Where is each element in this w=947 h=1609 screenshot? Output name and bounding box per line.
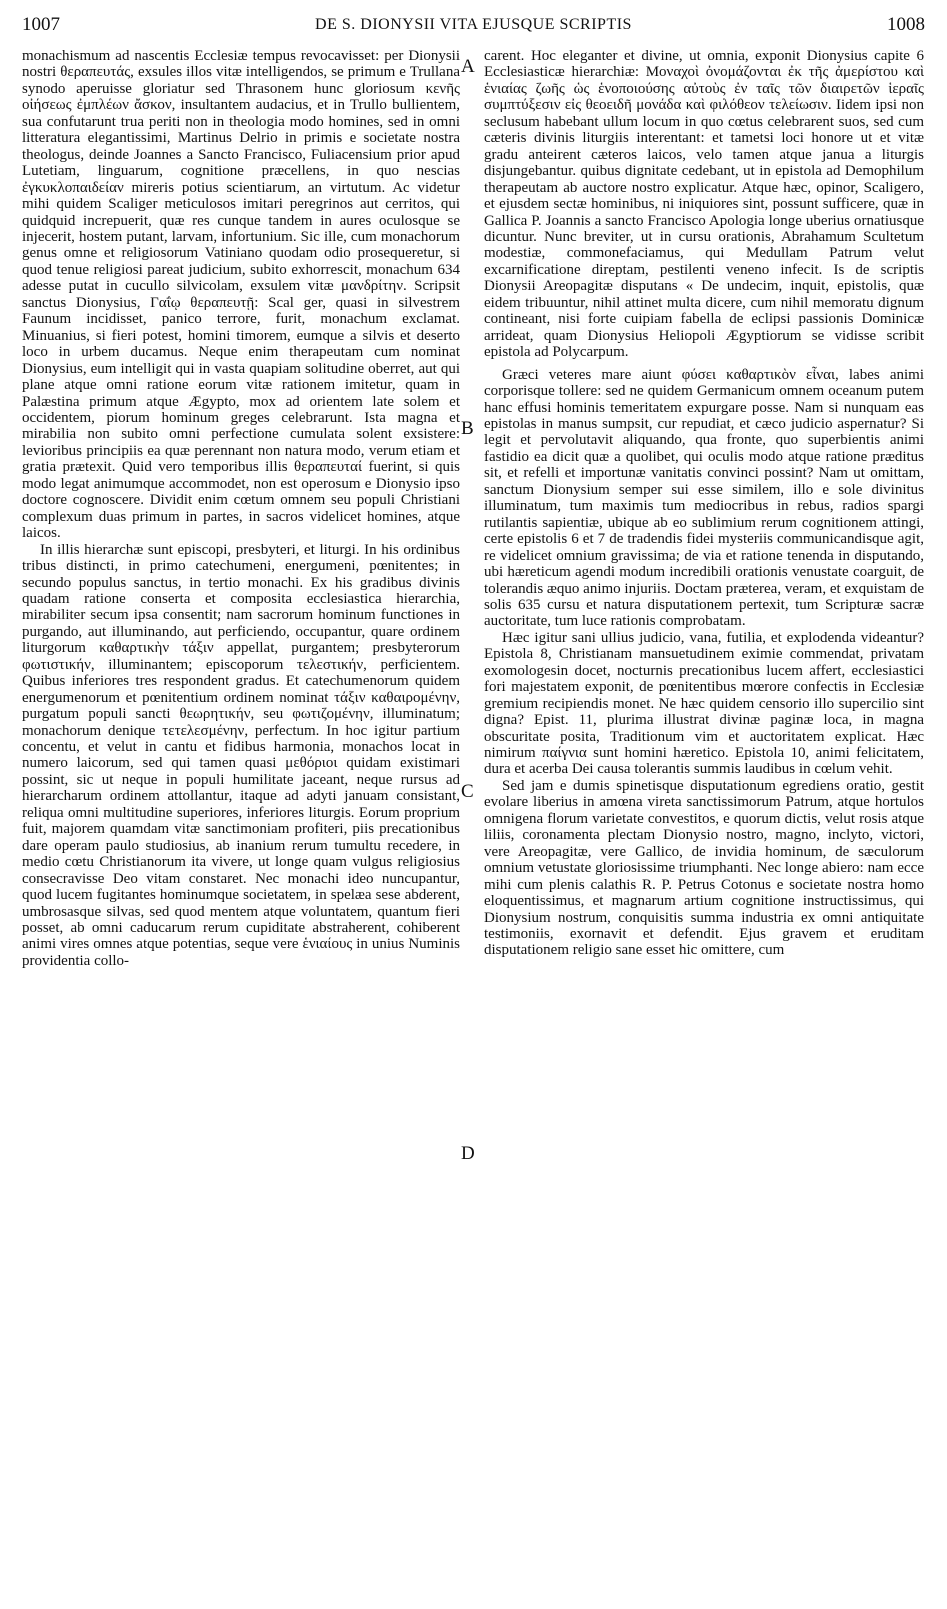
right-paragraph-3: Hæc igitur sani ullius judicio, vana, futilia, et explodenda videantur? Epistola 8, Christianam mansuetudinem eximie commendat, privatam exomologesin docet, nocturnis precationibus lucem affert, ecclesiastici fori majestatem exponit, de pœnitentibus mœrore confectis in Ecclesiæ gremium recipiendis monet. Ne hæc quidem censorio illo supercilio sint digna? Epist. 11, plurima illustrat divinæ paginæ loca, in magna obscuritate posita, Traditionum vim et auctoritatem explicat. Hæc nimirum παίγνια sunt homini hæretico. Epistola 10, animi felicitatem, dura et acerba Dei causa tolerantis summis laudibus in cœlum vehit. xyxy=(484,629,924,778)
right-column xyxy=(484,48,924,959)
running-title: DE S. DIONYSII VITA EJUSQUE SCRIPTIS xyxy=(315,16,632,33)
page-number-right: 1008 xyxy=(887,14,925,35)
right-paragraph-4: Sed jam e dumis spinetisque disputationum egrediens oratio, gestit evolare liberius in amœna vireta sanctissimorum Patrum, atque hortulos omnigena florum varietate convestitos, e quorum dictis, velut rosis atque liliis, coronamenta plectam Dionysio nostro, magno, inclyto, victori, vere Areopagitæ, vere Gallico, de invidia hominum, de sæculorum omnium vetustate gloriosissime triumphanti. Nec longe abiero: nam ecce mihi cum plenis calathis R. P. Petrus Cotonus e societate nostra homo eloquentissimus, et magnarum artium cognitione instructissimus, qui Dionysium nostrum, conquisitis summa industria ex omni antiquitate testimoniis, exornavit et defendit. Ejus gravem et eruditam disputationem religio sane esset hic omittere, cum xyxy=(484,777,924,959)
margin-letter-c: C xyxy=(461,781,474,802)
left-paragraph-1: monachismum ad nascentis Ecclesiæ tempus revocavisset: per Dionysii nostri θεραπευτάς, exsules illos vitæ intelligendos, se primum e Trullana synodo aperuisse gloriatur sed Thrasonem hunc gloriosum κενῆς οἰήσεως ἐμπλέων ἄσκον, insultantem audacius, et in Trullo bullientem, sua confutarunt trua periti non in theologia modo homines, sed in omni litteratura elegantissimi, Martinus Delrio in primis e societate nostra theologus, deinde Joannes a Sancto Francisco, Fuliacensium prior apud Lutetiam, linguarum, cognitione præcellens, in quo nescias ἐγκυκλοπαιδείαν mireris potius scientiarum, an virtutum. Ac videtur mihi quidem Scaliger meticulosos imitari peregrinos aut cerritos, qui quidquid increpuerit, quæ res cunque tandem in aures oculosque se injecerit, hostem putant, larvam, infortunium. Sic ille, cum monachorum genus omne et religiosorum Vatiniano quodam odio prosequeretur, si quod tenue religiosi pareat judicium, subito exhorrescit, monachum 634 adesse putat in cucullo silvicolam, exsulem vitæ μανδρίτην. Scripsit sanctus Dionysius, Γαΐῳ θεραπευτῇ: Scal ger, quasi in silvestrem Faunum incidisset, panico terrore, furit, monachum exclamat. Minuanius, si fieri potest, homini timorem, eumque a silvis et deserto loco in urbem ducamus. Neque enim therapeutam cum nominat Dionysius, eum intelligit qui in vasta quapiam solitudine oberret, aut qui plane atque omni ratione eorum vitæ rationem imitetur, quam in Palæstina primum atque Ægypto, mox ad orientem late solem et occidentem, piorum hominum greges celebrarunt. Ista magna et mirabilia non subito omni perfectione cumulata solent exsistere: levioribus principiis ea quæ perennant non natura modo, verum etiam et gratia prætexit. Quid vero temporibus illis θεραπευταί fuerint, si quis modo legat animumque accommodet, non est operosum e Dionysio ipso doctore cognoscere. Dividit enim cœtum omnem seu populi Christiani complexum duas primum in partes, in sacros videlicet homines, atque laicos. xyxy=(22,48,460,542)
margin-letter-b: B xyxy=(461,418,474,439)
margin-letter-d: D xyxy=(461,1143,475,1164)
margin-letter-a: A xyxy=(461,56,475,77)
page-number-left: 1007 xyxy=(22,14,60,35)
left-paragraph-2: In illis hierarchæ sunt episcopi, presbyteri, et liturgi. In his ordinibus tribus distincti, in primo catechumeni, energumeni, pœnitentes; in secundo populus sanctus, in tertio monachi. Ex his gradibus divinis quadam ratione conserta et composita ecclesiastica hierarchia, mirabiliter secum ipsa consentit; nam sacrorum hominum functiones in purgando, aut illuminando, aut perficiendo, occupantur, quare ordinem liturgorum καθαρτικὴν τάξιν appellat, purgantem; presbyterorum φωτιστικήν, illuminantem; episcoporum τελεστικήν, perficientem. Quibus inferiores tres respondent gradus. Et catechumenorum quidem energumenorum et pœnitentium ordinem nominat τάξιν καθαιρομένην, purgatum populi sancti θεωρητικήν, seu φωτιζομένην, illuminatum; monachorum denique τετελεσμένην, perfectum. In hoc igitur partium concentu, et velut in cantu et fidibus harmonia, monachos locat in numero laicorum, sed qui tamen quasi μεθόριοι quidam existimari possint, sic ut neque in populi humilitate jaceant, neque rursus ad hierarcharum ordinem attollantur, itaque ad adyti januam consistant, reliqua omni multitudine superiores, inferiores liturgis. Eorum proprium fuit, majorem quamdam vitæ sanctimoniam profiteri, piis precationibus dare operam paulo studiosius, ab inanium rerum tumultu recedere, in medio cœtu Christianorum ita vivere, ut longe quam vulgus religiosius consecravisse Deo vitam constaret. Nec monachi ideo nuncupantur, quod lucem fugitantes hominumque societatem, in spelæa sese abderent, umbrosasque silvas, sed quod mentem atque voluntatem, quantum fieri posset, ab omni caducarum rerum cupiditate abstraherent, cohiberent animi vires omnes atque potentias, seque vere ἑνιαίους in unius Numinis providentia collo- xyxy=(22,541,460,969)
right-paragraph-1: carent. Hoc eleganter et divine, ut omnia, exponit Dionysius capite 6 Ecclesiasticæ hierarchiæ: Μοναχοὶ ὀνομάζονται ἐκ τῆς ἀμερίστου καὶ ἑνιαίας ζωῆς ὡς ἑνοποιούσης αὐτοὺς ἐν ταῖς τῶν διαιρετῶν ἱεραῖς συμπτύξεσιν εἰς θεοειδῆ μονάδα καὶ φιλόθεον τελείωσιν. Iidem ipsi non seclusum habebant ullum locum in quo cœtus celebrarent suos, sed cum cæteris divinis liturgiis interentant: et tametsi loci honore ut et vitæ gradu anteirent cæteros laicos, velo tamen atque janua a liturgis disjungebantur. quibus dignitate cedebant, ut in epistola ad Demophilum therapeutam ab auctore nostro explicatur. Atque hæc, opinor, Scaligero, et ejusdem sectæ hominibus, ni iniquiores sint, possunt sufficere, quæ in Gallica P. Joannis a sancto Francisco Apologia longe uberius ornatiusque dicuntur. Nunc breviter, ut in cursu orationis, Abrahamum Scultetum modestiæ, commonefaciamus, qui Medullam Patrum velut excarnificatione direptam, pestilenti veneno infecit. Is de scriptis Dionysii Areopagitæ disputans « De undecim, inquit, epistolis, quæ eidem tribuuntur, nihil attinet multa dicere, cum nihil memoratu dignum contineant, nisi forte cuipiam fabella de eclipsi passionis Dominicæ arrideat, quam Dionysius Heliopoli Ægyptiorum se vidisse scribit epistola ad Polycarpum. xyxy=(484,48,924,361)
right-paragraph-2: Græci veteres mare aiunt φύσει καθαρτικὸν εἶναι, labes animi corporisque tollere: sed ne quidem Germanicum omnem oceanum putem hanc effusi hominis temeritatem expurgare posse. Nam si nunquam eas epistolas in manus sumpsit, cur repudiat, et cæco judicio aspernatur? Si legit et pervolutavit aliquando, qua fronte, quo superbientis animi fastidio ea dicit quæ a quolibet, qui oculis modo atque ratione præditus sit, et refelli et importunæ vanitatis convinci possint? Nam ut omittam, sanctum Dionysium semper sui esse similem, illo e sole divinitus illuminatum, tum maximis tum mediocribus in rebus, radios spargi rutilantis sapientiæ, ubique ab eo sublimium rerum cognitionem attingi, certe epistolis 6 et 7 de tradendis fidei mysteriis communicandisque agit, re videlicet omnium gravissima; de via et ratione tenenda in disputando, ubi hæreticum agendi modum incredibili orationis venustate coarguit, de tolerandis æquo animo injuriis. Doctam præterea, veram, et exquistam de solis 635 cursu et natura disputationem pertexit, tum Scripturæ sacræ auctoritate, tum luce rationis comprobatam. xyxy=(484,366,924,630)
left-column xyxy=(22,48,460,969)
page-header xyxy=(22,14,925,38)
